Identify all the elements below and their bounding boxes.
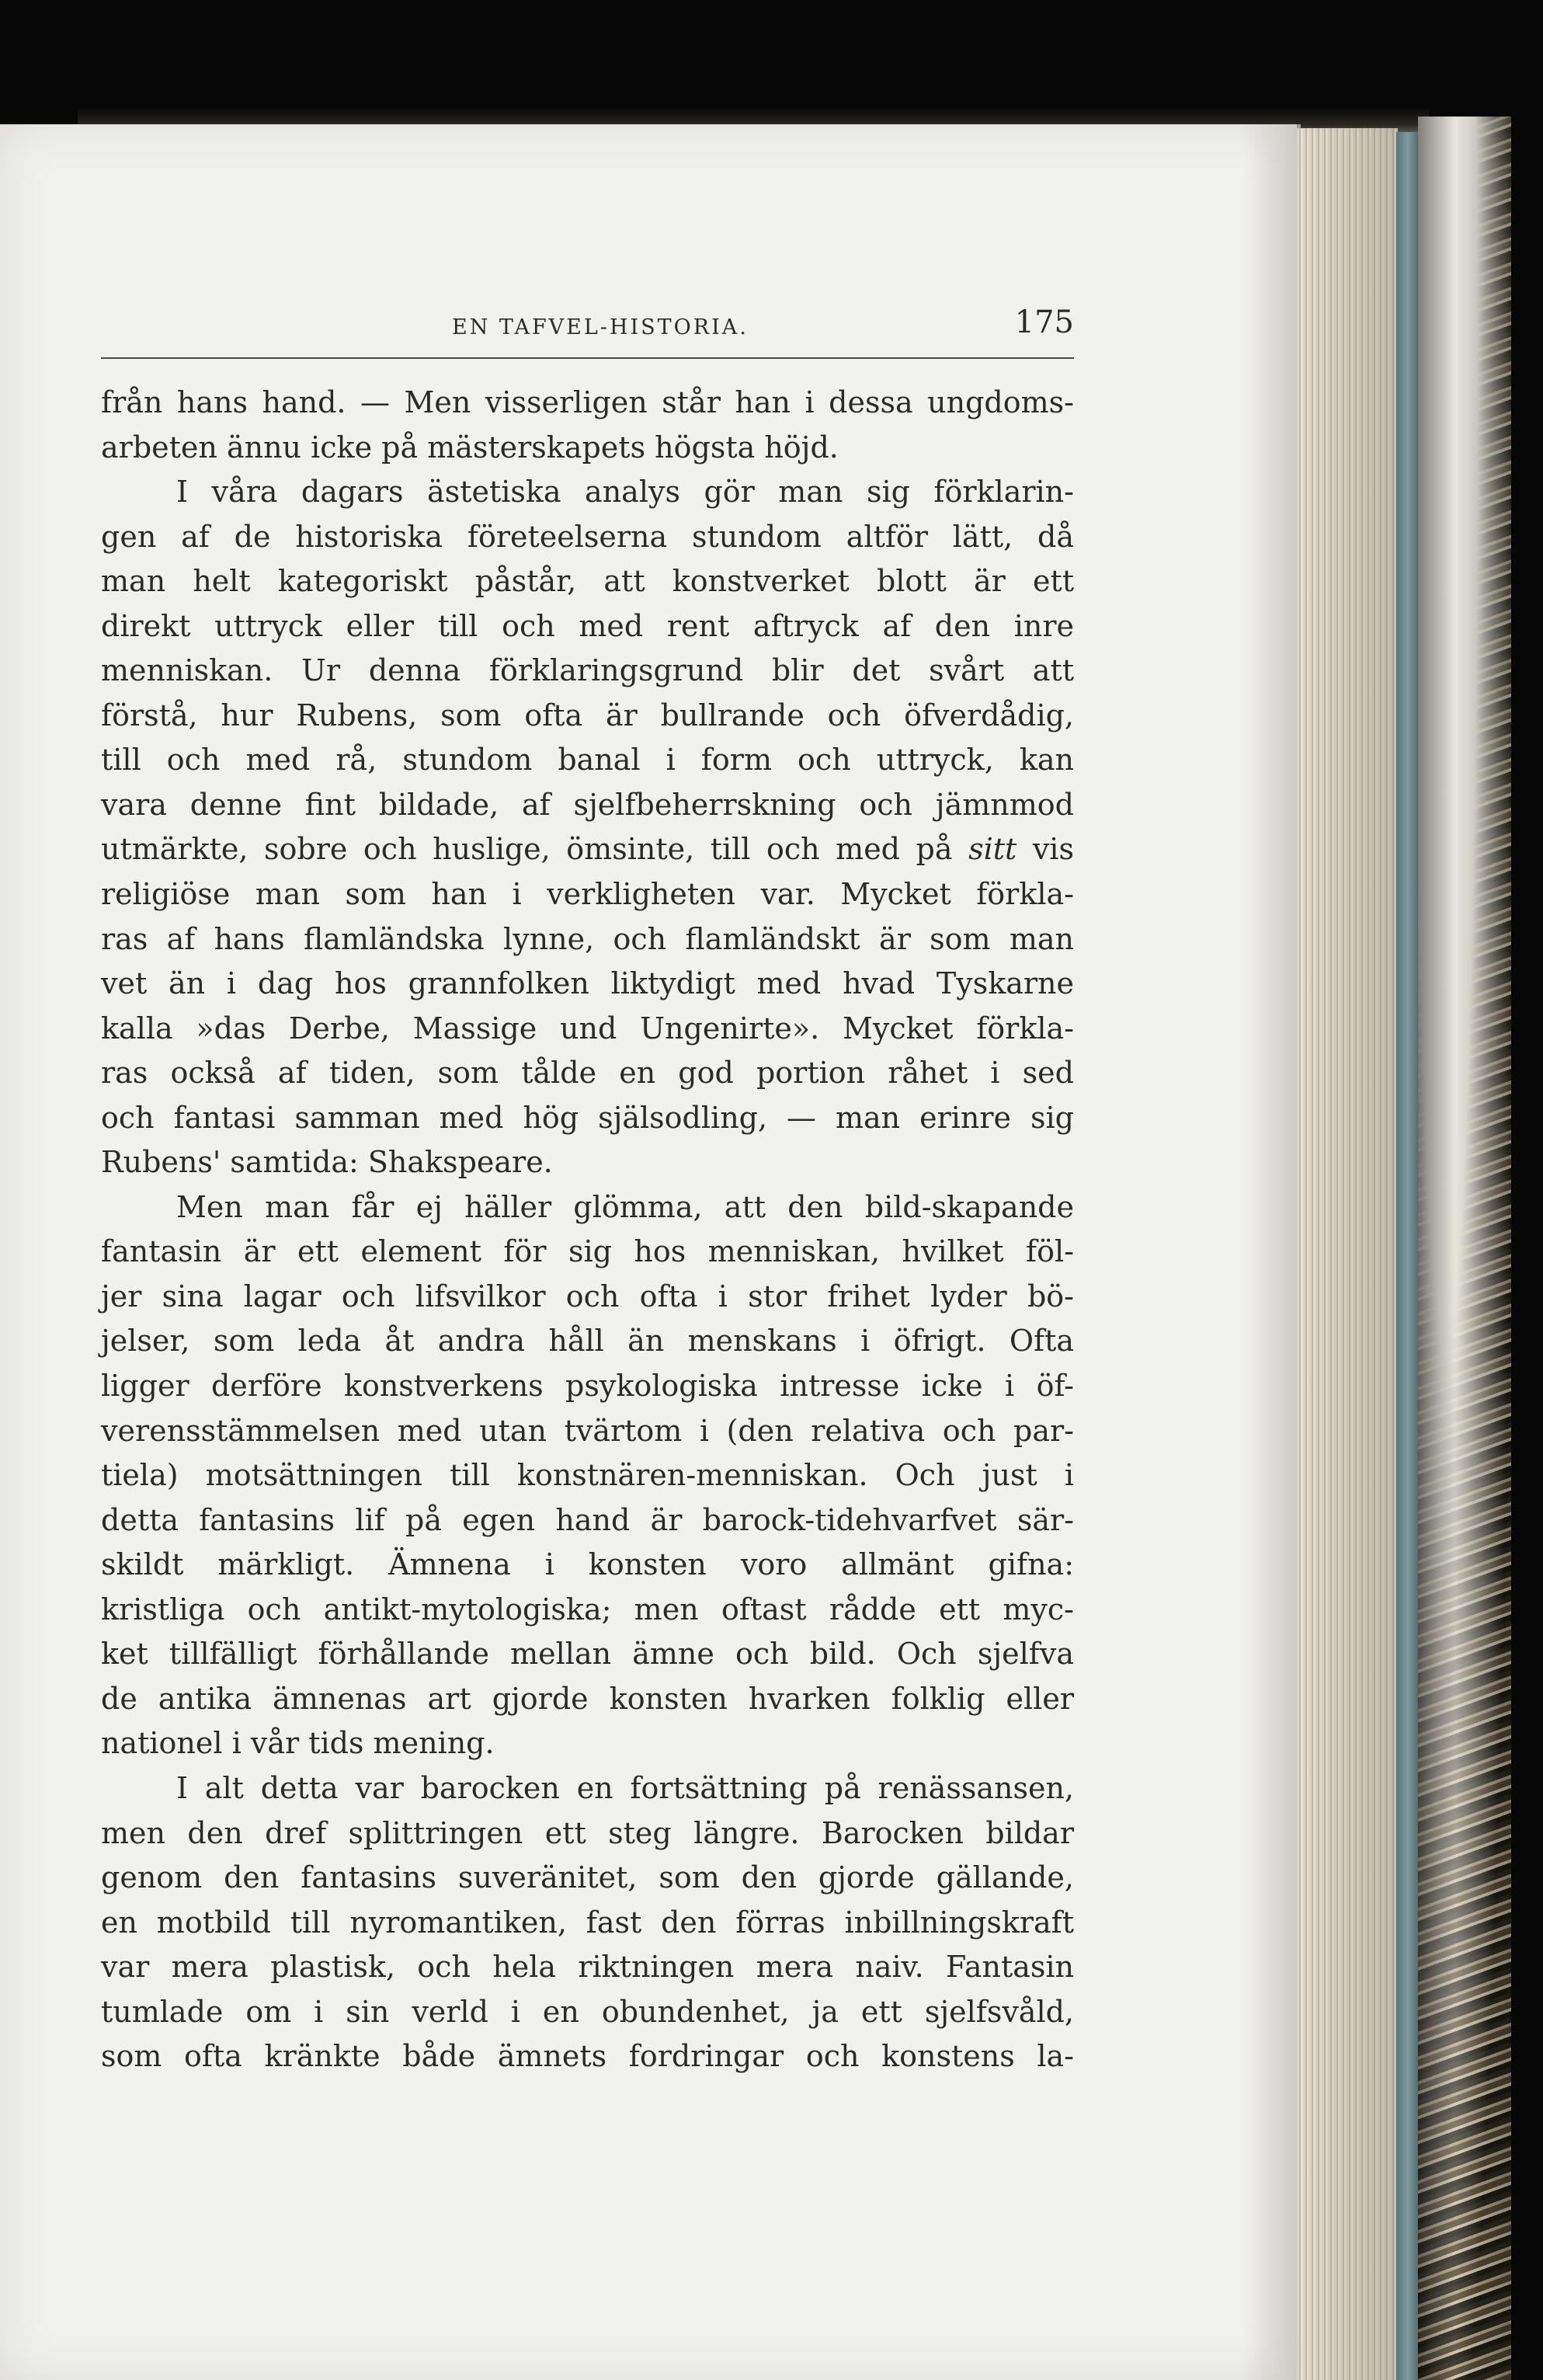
book-spine (1418, 117, 1511, 2380)
text-line: arbeten ännu icke på mästerskapets högsta höjd. (101, 430, 839, 465)
text-line: förstå, hur Rubens, som ofta är bullrande och öfverdådig, (101, 698, 1074, 732)
header-rule (101, 357, 1074, 359)
text-line: ras af hans flamländska lynne, och flamländskt är som man (101, 921, 1074, 956)
text-line (101, 827, 1074, 872)
text-line: men den dref splittringen ett steg längre. Barocken bildar (101, 1815, 1074, 1850)
text-line: till och med rå, stundom banal i form och uttryck, kan (101, 743, 1074, 778)
text-line: var mera plastisk, och hela riktningen mera naiv. Fantasin (101, 1950, 1074, 1985)
text-line: och fantasi samman med hög själsodling, — man erinre sig (101, 1100, 1074, 1135)
text-line: jer sina lagar och lifsvilkor och ofta i stor frihet lyder bö- (101, 1279, 1074, 1314)
text-line: tumlade om i sin verld i en obundenhet, ja ett sjelfsvåld, (101, 1994, 1074, 2029)
text-line: de antika ämnenas art gjorde konsten hvarken folklig eller (101, 1681, 1074, 1716)
italic-word: sitt (968, 832, 1017, 867)
text-line: nationel i vår tids mening. (101, 1726, 495, 1761)
text-line: I våra dagars ästetiska analys gör man sig förklarin- (176, 475, 1074, 510)
text-line: jelser, som leda åt andra håll än menskans i öfrigt. Ofta (101, 1324, 1074, 1359)
text-line: Men man får ej häller glömma, att den bild-skapande (176, 1189, 1074, 1224)
text-line: kristliga och antikt-mytologiska; men oftast rådde ett myc- (101, 1592, 1074, 1627)
text-line: vara denne fint bildade, af sjelfbeherrskning och jämnmod (101, 787, 1074, 822)
running-head: EN TAFVEL-HISTORIA. (452, 315, 749, 339)
text-line: gen af de historiska företeelserna stundom altför lätt, då (101, 519, 1074, 554)
text-line: ligger derföre konstverkens psykologiska intresse icke i öf- (101, 1369, 1074, 1404)
text-line: tiela) motsättningen till konstnären-menniskan. Och just i (101, 1458, 1074, 1493)
text-line: verensstämmelsen med utan tvärtom i (den relativa och par- (101, 1413, 1074, 1448)
text-line: ket tillfälligt förhållande mellan ämne och bild. Och sjelfva (101, 1637, 1074, 1672)
text-line: fantasin är ett element för sig hos menniskan, hvilket föl- (101, 1234, 1074, 1269)
cover-board-edge (1396, 132, 1420, 2380)
gutter-shadow (1242, 124, 1301, 2380)
text-segment: utmärkte, sobre och huslige, ömsinte, till och med på (101, 832, 953, 867)
text-line: direkt uttryck eller till och med rent aftryck af den inre (101, 608, 1074, 643)
body-text (101, 381, 1074, 2079)
text-line: vet än i dag hos grannfolken liktydigt med hvad Tyskarne (101, 966, 1074, 1001)
text-line: I alt detta var barocken en fortsättning på renässansen, (176, 1770, 1074, 1805)
text-line: en motbild till nyromantiken, fast den förras inbillningskraft (101, 1905, 1074, 1940)
text-line: religiöse man som han i verkligheten var. Mycket förkla- (101, 877, 1074, 912)
text-line: skildt märkligt. Ämnena i konsten voro allmänt gifna: (101, 1547, 1074, 1582)
text-line: Rubens' samtida: Shakspeare. (101, 1145, 553, 1180)
page-edges (1297, 128, 1398, 2380)
page-number: 175 (1014, 304, 1074, 340)
text-line: genom den fantasins suveränitet, som den gjorde gällande, (101, 1860, 1074, 1895)
text-line: från hans hand. — Men visserligen står han i dessa ungdoms- (101, 385, 1074, 419)
text-line: kalla »das Derbe, Massige und Ungenirte». Mycket förkla- (101, 1011, 1074, 1046)
text-line: man helt kategoriskt påstår, att konstverket blott är ett (101, 564, 1074, 599)
text-segment: vis (1032, 832, 1074, 867)
text-line: ras också af tiden, som tålde en god portion råhet i sed (101, 1056, 1074, 1091)
scan-margin (1511, 0, 1543, 2380)
text-line: detta fantasins lif på egen hand är barock-tidehvarfvet sär- (101, 1502, 1074, 1537)
text-line: menniskan. Ur denna förklaringsgrund blir det svårt att (101, 653, 1074, 688)
text-line: som ofta kränkte både ämnets fordringar och konstens la- (101, 2039, 1074, 2074)
page-header (101, 304, 1074, 351)
